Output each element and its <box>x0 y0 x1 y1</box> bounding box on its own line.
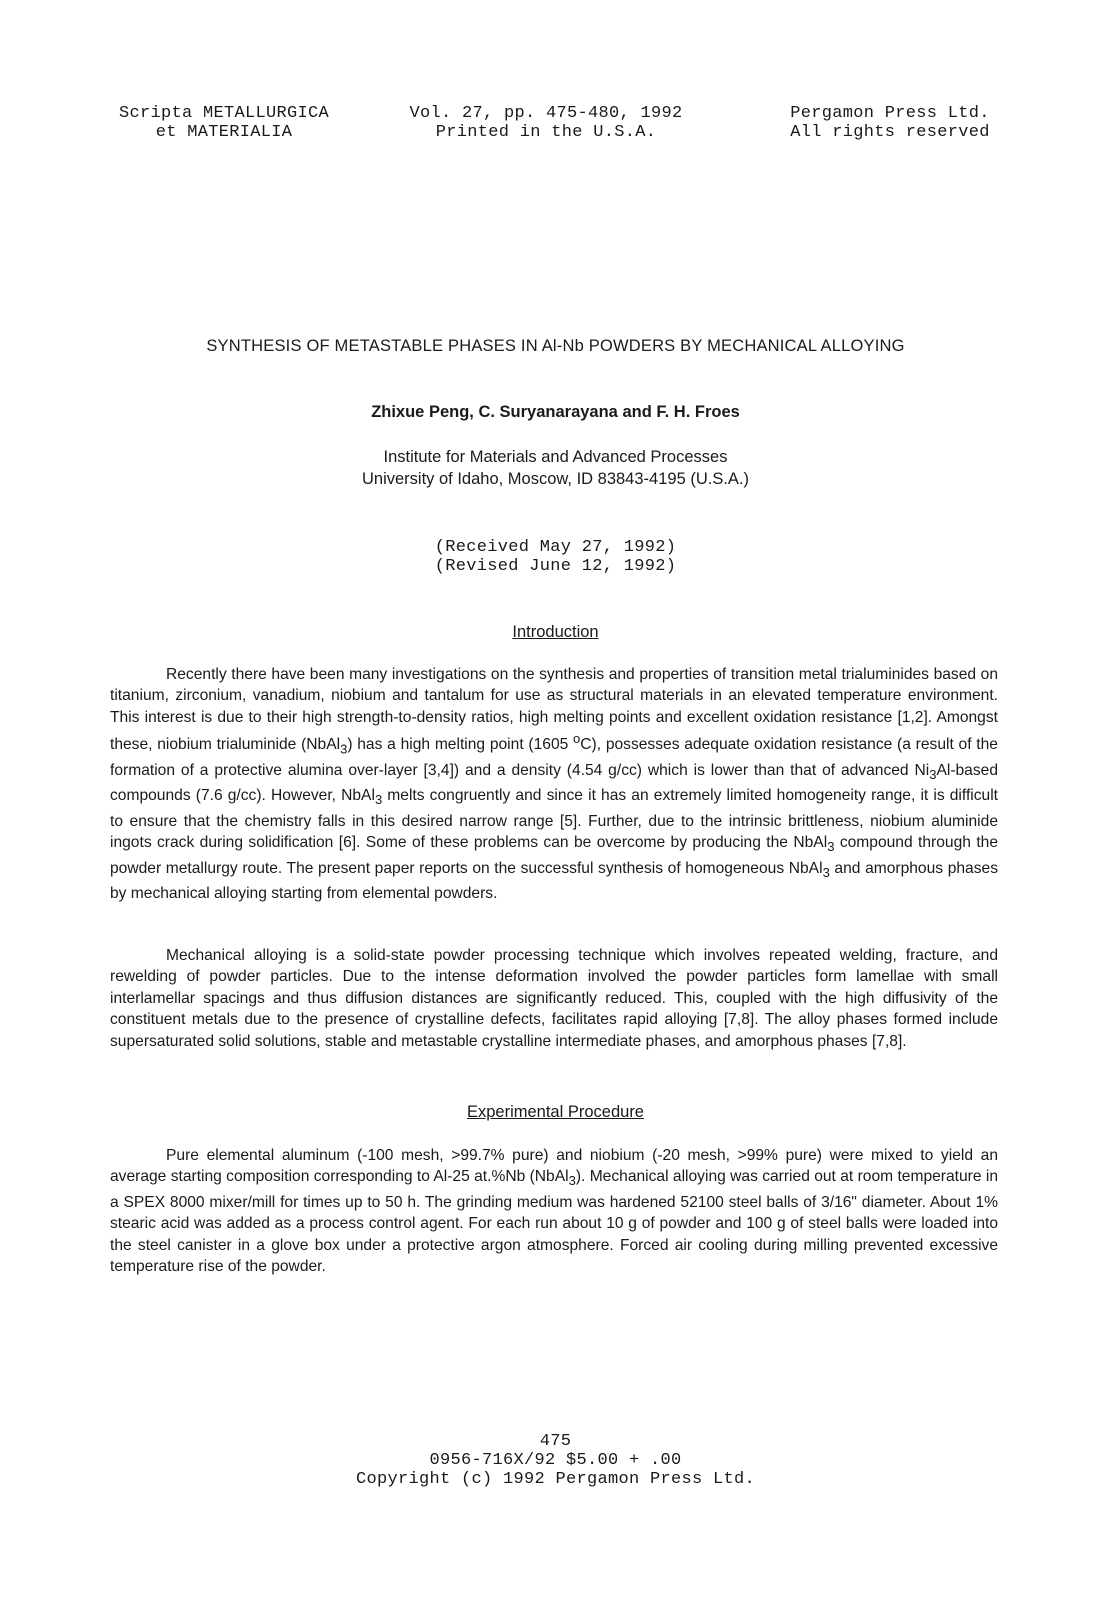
volume-line: Vol. 27, pp. 475-480, 1992 <box>409 104 683 123</box>
subscript: 3 <box>374 792 383 808</box>
subscript: 3 <box>822 864 830 880</box>
subscript: 3 <box>929 767 937 783</box>
received-date: (Received May 27, 1992) <box>434 538 677 557</box>
experimental-paragraph-1 <box>110 1145 998 1278</box>
text-run: C), possesses adequate oxidation resistance (a result of the formation of a protective alumina over-layer [3,4]) and a density (4.54 g/cc) which is lower than that of advanced Ni <box>110 736 998 779</box>
received-dates <box>0 538 1111 576</box>
journal-name <box>104 104 344 142</box>
page-footer <box>0 1432 1111 1489</box>
journal-name-line2: et MATERIALIA <box>155 123 293 142</box>
journal-name-line1: Scripta METALLURGICA <box>118 104 330 123</box>
revised-date: (Revised June 12, 1992) <box>434 557 677 576</box>
text-run: Al-based compounds (7.6 g/cc). However, NbAl <box>110 761 998 805</box>
section-heading-experimental: Experimental Procedure <box>466 1103 644 1121</box>
affiliation-line1: Institute for Materials and Advanced Processes <box>383 448 728 466</box>
publisher-info <box>770 104 1010 142</box>
publisher-line: Pergamon Press Ltd. <box>790 104 990 123</box>
text-run: Pure elemental aluminum (-100 mesh, >99.7% pure) and niobium (-20 mesh, >99% pure) were mixed to yield an average starting composition corresponding to Al-25 at.%Nb (NbAl <box>110 1147 998 1186</box>
subscript: 3 <box>340 741 348 757</box>
text-run: compound through the powder metallurgy route. The present paper reports on the successful synthesis of homogeneous NbAl <box>110 834 998 877</box>
text-run: Recently there have been many investigations on the synthesis and properties of transition metal trialuminides based on titanium, zirconium, vanadium, niobium and tantalum for use as structural materials in an elevated temperature environment. This interest is due to their high strength-to-density ratios, high melting points and excellent oxidation resistance [1,2]. Amongst these, niobium trialuminide (NbAl <box>110 666 998 754</box>
text-run: ). Mechanical alloying was carried out at room temperature in a SPEX 8000 mixer/mill for times up to 50 h. The grinding medium was hardened 52100 steel balls of 3/16" diameter. About 1% stearic acid was added as a process control agent. For each run about 10 g of powder and 100 g of steel balls were loaded into the steel canister in a glove box under a protective argon atmosphere. Forced air cooling during milling prevented excessive temperature rise of the powder. <box>110 1168 998 1276</box>
intro-paragraph-1 <box>110 664 998 905</box>
superscript: o <box>573 731 581 747</box>
affiliation-line2: University of Idaho, Moscow, ID 83843-4195 (U.S.A.) <box>361 470 749 488</box>
author-list: Zhixue Peng, C. Suryanarayana and F. H. Froes <box>371 403 740 421</box>
subscript: 3 <box>827 839 835 855</box>
copyright-line: Copyright (c) 1992 Pergamon Press Ltd. <box>355 1470 756 1489</box>
printed-line: Printed in the U.S.A. <box>435 123 657 142</box>
text-run: melts congruently and since it has an extremely limited homogeneity range, it is difficult to ensure that the chemistry falls in this desired narrow range [5]. Further, due to the intrinsic brittleness, niobium aluminide ingots crack during solidification [6]. Some of these problems can be overcome by producing the NbAl <box>110 787 999 852</box>
rights-line: All rights reserved <box>790 123 990 142</box>
intro-paragraph-2: Mechanical alloying is a solid-state powder processing technique which involves repeated welding, fracture, and rewelding of powder particles. Due to the intense deformation involved the powder particles form lamellae with small interlamellar spacings and thus diffusion distances are significantly reduced. This, coupled with the high diffusivity of the constituent metals due to the presence of crystalline defects, facilitates rapid alloying [7,8]. The alloy phases formed include supersaturated solid solutions, stable and metastable crystalline intermediate phases, and amorphous phases [7,8]. <box>110 947 998 1050</box>
subscript: 3 <box>568 1173 576 1189</box>
affiliation <box>0 446 1111 490</box>
issn-price: 0956-716X/92 $5.00 + .00 <box>429 1451 682 1470</box>
text-run: and amorphous phases by mechanical alloying starting from elemental powders. <box>110 859 998 903</box>
paper-title: SYNTHESIS OF METASTABLE PHASES IN Al-Nb POWDERS BY MECHANICAL ALLOYING <box>206 337 905 355</box>
text-run: ) has a high melting point (1605 <box>347 736 574 754</box>
section-heading-introduction: Introduction <box>512 623 599 641</box>
volume-info <box>396 104 696 142</box>
page-number: 475 <box>539 1432 572 1451</box>
